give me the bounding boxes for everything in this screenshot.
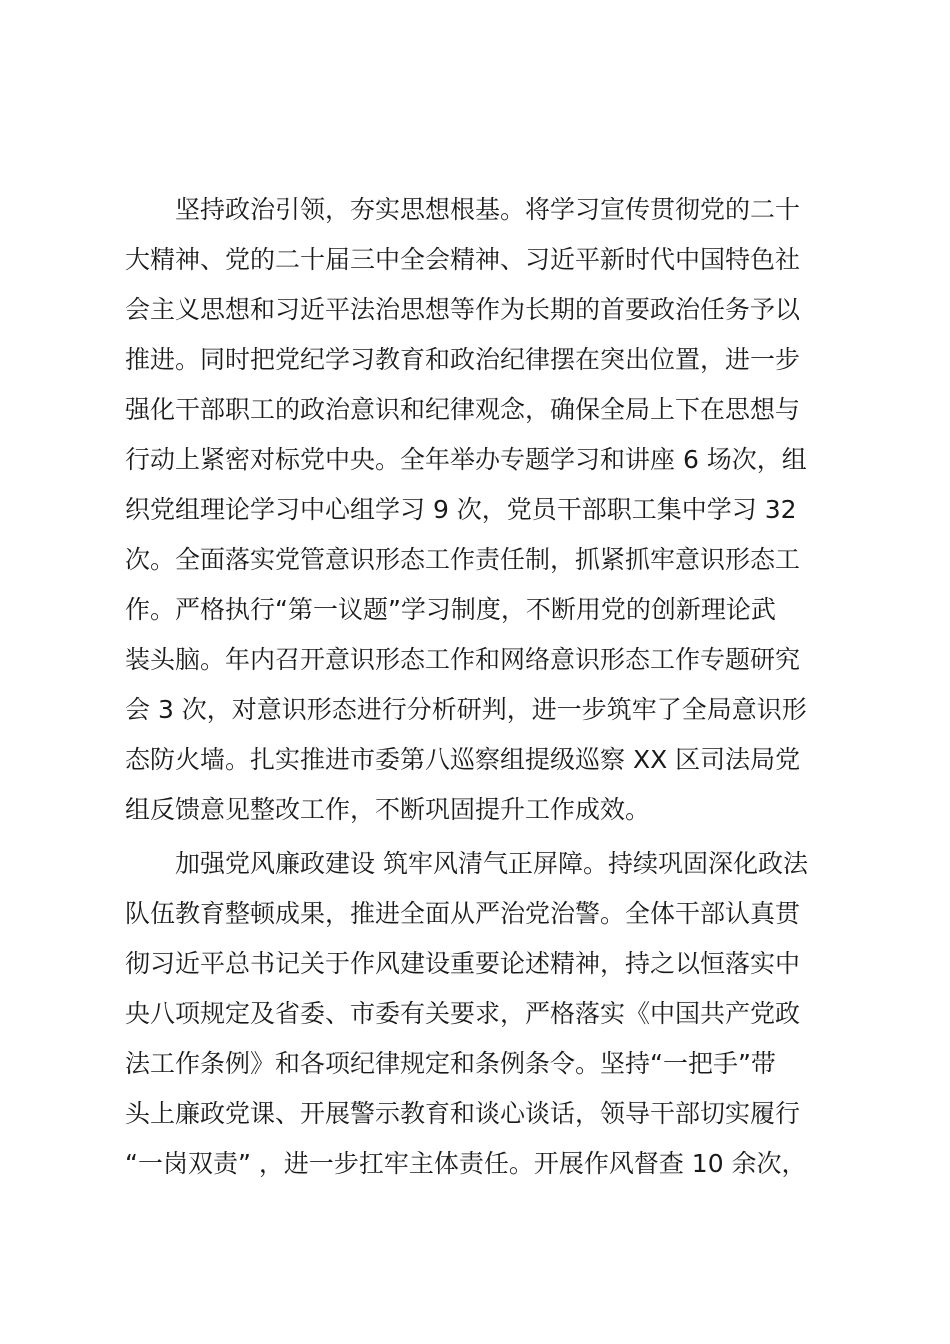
text-line: 织党组理论学习中心组学习 9 次，党员干部职工集中学习 32 [125, 495, 797, 524]
text-line: 态防火墙。扎实推进市委第八巡察组提级巡察 XX 区司法局党 [125, 745, 801, 774]
text-line: 央八项规定及省委、市委有关要求，严格落实《中国共产党政 [125, 999, 801, 1028]
paragraph-2 [125, 839, 845, 1189]
text-line: 作。严格执行“第一议题”学习制度，不断用党的创新理论武 [125, 595, 776, 624]
text-line: 行动上紧密对标党中央。全年举办专题学习和讲座 6 场次，组 [125, 445, 807, 474]
text-line: 法工作条例》和各项纪律规定和条例条令。坚持“一把手”带 [125, 1049, 776, 1078]
document-body [125, 185, 845, 1189]
text-line: 装头脑。年内召开意识形态工作和网络意识形态工作专题研究 [125, 645, 801, 674]
text-line: 推进。同时把党纪学习教育和政治纪律摆在突出位置，进一步 [125, 345, 801, 374]
paragraph-1 [125, 185, 845, 835]
text-line: 头上廉政党课、开展警示教育和谈心谈话，领导干部切实履行 [125, 1099, 801, 1128]
text-line: 次。全面落实党管意识形态工作责任制，抓紧抓牢意识形态工 [125, 545, 801, 574]
text-line: 组反馈意见整改工作，不断巩固提升工作成效。 [125, 795, 651, 824]
text-line: 加强党风廉政建设 筑牢风清气正屏障。持续巩固深化政法 [125, 849, 808, 878]
text-line: “一岗双责” ，进一步扛牢主体责任。开展作风督查 10 余次， [125, 1149, 807, 1178]
text-line: 大精神、党的二十届三中全会精神、习近平新时代中国特色社 [125, 245, 801, 274]
text-line: 会 3 次，对意识形态进行分析研判，进一步筑牢了全局意识形 [125, 695, 807, 724]
text-line: 强化干部职工的政治意识和纪律观念，确保全局上下在思想与 [125, 395, 801, 424]
text-line: 队伍教育整顿成果，推进全面从严治党治警。全体干部认真贯 [125, 899, 801, 928]
text-line: 坚持政治引领，夯实思想根基。将学习宣传贯彻党的二十 [125, 195, 801, 224]
text-line: 彻习近平总书记关于作风建设重要论述精神，持之以恒落实中 [125, 949, 801, 978]
text-line: 会主义思想和习近平法治思想等作为长期的首要政治任务予以 [125, 295, 801, 324]
